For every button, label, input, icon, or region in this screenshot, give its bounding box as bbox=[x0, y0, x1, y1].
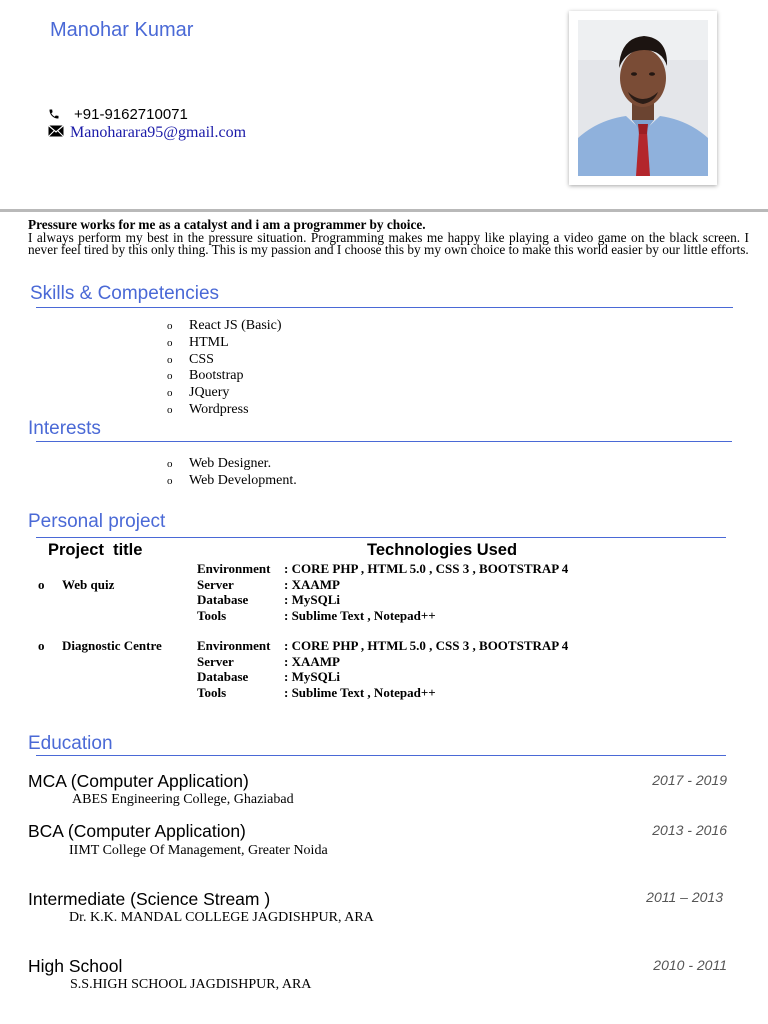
detail-key: Tools bbox=[197, 684, 227, 700]
education-degree: BCA (Computer Application) bbox=[28, 821, 246, 841]
list-item: o Web Development. bbox=[167, 473, 297, 490]
phone-number: +91-9162710071 bbox=[74, 106, 188, 123]
phone-icon bbox=[48, 107, 68, 123]
list-item: o Bootstrap bbox=[167, 368, 282, 385]
detail-key: Server bbox=[197, 653, 234, 669]
detail-value: : MySQLi bbox=[284, 669, 340, 684]
detail-key: Environment bbox=[197, 638, 271, 653]
list-item: o Wordpress bbox=[167, 402, 282, 419]
education-degree: Intermediate (Science Stream ) bbox=[28, 889, 271, 909]
header-divider bbox=[0, 209, 768, 212]
interests-list bbox=[167, 456, 297, 490]
phone-row bbox=[48, 106, 188, 123]
detail-value: : CORE PHP , HTML 5.0 , CSS 3 , BOOTSTRAP 4 bbox=[284, 561, 569, 576]
project-name: Web quiz bbox=[62, 577, 115, 592]
detail-key: Database bbox=[197, 669, 249, 684]
detail-value: : Sublime Text , Notepad++ bbox=[284, 607, 436, 623]
education-degree: MCA (Computer Application) bbox=[28, 771, 249, 791]
detail-value: : XAAMP bbox=[284, 653, 340, 669]
detail-key: Server bbox=[197, 576, 234, 592]
education-institute: IIMT College Of Management, Greater Noida bbox=[69, 843, 328, 858]
project-bullet: o bbox=[38, 577, 45, 592]
list-item: o Web Designer. bbox=[167, 456, 297, 473]
detail-value: : XAAMP bbox=[284, 576, 340, 592]
education-title: Education bbox=[28, 733, 113, 754]
skills-divider bbox=[36, 307, 733, 308]
project-title-header: Project title bbox=[48, 541, 143, 559]
list-item: o JQuery bbox=[167, 385, 282, 402]
email-row bbox=[48, 124, 246, 142]
project-details bbox=[197, 638, 568, 700]
interests-divider bbox=[36, 441, 732, 442]
education-institute: S.S.HIGH SCHOOL JAGDISHPUR, ARA bbox=[70, 977, 312, 992]
avatar bbox=[578, 20, 708, 176]
email-link[interactable]: Manoharara95@gmail.com bbox=[70, 124, 247, 141]
profile-photo bbox=[569, 11, 717, 185]
education-years: 2010 - 2011 bbox=[653, 957, 727, 973]
projects-divider bbox=[36, 537, 726, 538]
detail-value: : CORE PHP , HTML 5.0 , CSS 3 , BOOTSTRAP 4 bbox=[284, 638, 569, 653]
detail-key: Environment bbox=[197, 561, 271, 576]
education-institute: ABES Engineering College, Ghaziabad bbox=[72, 792, 294, 807]
technologies-header: Technologies Used bbox=[367, 541, 518, 559]
education-degree: High School bbox=[28, 956, 123, 976]
summary-headline: Pressure works for me as a catalyst and i am a programmer by choice. bbox=[28, 217, 426, 232]
detail-key: Tools bbox=[197, 607, 227, 623]
project-details bbox=[197, 561, 568, 623]
skills-list bbox=[167, 318, 282, 419]
project-name: Diagnostic Centre bbox=[62, 638, 162, 653]
education-years: 2013 - 2016 bbox=[652, 822, 727, 838]
project-bullet: o bbox=[38, 638, 45, 653]
education-years: 2017 - 2019 bbox=[652, 772, 727, 788]
education-institute: Dr. K.K. MANDAL COLLEGE JAGDISHPUR, ARA bbox=[69, 910, 374, 925]
summary-body: I always perform my best in the pressure situation. Programming makes me happy like playing a video game on the black screen. I never feel tired by this only thing. This is my passion and I choose this by my own choice to make this world easier by our little efforts. bbox=[28, 229, 749, 257]
interests-title: Interests bbox=[28, 418, 101, 439]
summary bbox=[28, 219, 749, 257]
candidate-name: Manohar Kumar bbox=[50, 19, 194, 41]
detail-key: Database bbox=[197, 592, 249, 607]
detail-value: : Sublime Text , Notepad++ bbox=[284, 684, 436, 700]
skills-title: Skills & Competencies bbox=[30, 283, 220, 304]
list-item: o React JS (Basic) bbox=[167, 318, 282, 335]
education-years: 2011 – 2013 bbox=[646, 889, 723, 905]
projects-title: Personal project bbox=[28, 511, 166, 532]
detail-value: : MySQLi bbox=[284, 592, 340, 607]
education-divider bbox=[36, 755, 726, 756]
list-item: o CSS bbox=[167, 352, 282, 369]
envelope-icon bbox=[48, 125, 68, 142]
list-item: o HTML bbox=[167, 335, 282, 352]
